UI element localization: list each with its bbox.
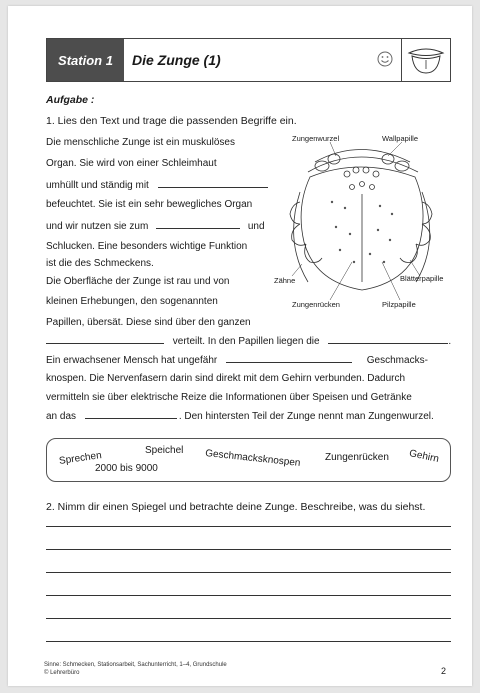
task1-instruction: 1. Lies den Text und trage die passenden Begriffe ein. [46, 115, 297, 127]
writing-line[interactable] [46, 572, 451, 573]
writing-line[interactable] [46, 549, 451, 550]
word-number-range: 2000 bis 9000 [95, 463, 158, 474]
text-line-5 [46, 219, 265, 234]
blank-1[interactable] [158, 178, 268, 188]
footer-source: Sinne: Schmecken, Stationsarbeit, Sachunterricht, 1–4, Grundschule [44, 662, 227, 668]
text-line-8: Die Oberfläche der Zunge ist rau und von [46, 276, 230, 287]
text-line-12 [46, 353, 428, 368]
word-sprechen: Sprechen [58, 450, 103, 467]
text-line-3 [46, 178, 268, 193]
label-zungenwurzel: Zungenwurzel [292, 134, 340, 143]
worksheet-page [8, 6, 472, 686]
text-line-5-end: und [247, 221, 265, 232]
text-line-1: Die menschliche Zunge ist ein muskulöses [46, 137, 235, 148]
text-line-11 [46, 334, 451, 349]
text-line-10: Papillen, übersät. Diese sind über den ganzen [46, 317, 251, 328]
footer [44, 661, 227, 677]
label-zungenruecken: Zungenrücken [292, 300, 340, 309]
text-line-5-text: und wir nutzen sie zum [46, 221, 149, 232]
text-line-4: befeuchtet. Sie ist ein sehr bewegliches Organ [46, 199, 253, 210]
blank-4[interactable] [328, 334, 448, 344]
word-speichel: Speichel [145, 445, 184, 456]
text-line-13: knospen. Die Nervenfasern darin sind direkt mit dem Gehirn verbunden. Dadurch [46, 373, 406, 384]
text-line-12-end: Geschmacks- [366, 355, 428, 366]
blank-2[interactable] [156, 219, 240, 229]
label-wallpapille: Wallpapille [382, 134, 418, 143]
worksheet-title: Die Zunge (1) [132, 52, 221, 68]
writing-line[interactable] [46, 618, 451, 619]
text-line-6: Schlucken. Eine besonders wichtige Funktion [46, 241, 248, 252]
text-line-15-text: an das [46, 411, 77, 422]
writing-line[interactable] [46, 526, 451, 527]
text-line-11-end: . [448, 336, 452, 347]
text-line-15-end: . Den hintersten Teil der Zunge nennt man Zungenwurzel. [178, 411, 434, 422]
text-line-9: kleinen Erhebungen, den sogenannten [46, 296, 218, 307]
blank-3[interactable] [46, 334, 164, 344]
task-heading: Aufgabe : [46, 94, 95, 106]
text-line-2: Organ. Sie wird von einer Schleimhaut [46, 158, 217, 169]
text-line-3-text: umhüllt und ständig mit [46, 180, 149, 191]
writing-line[interactable] [46, 641, 451, 642]
station-header [46, 38, 451, 82]
task2-instruction: 2. Nimm dir einen Spiegel und betrachte deine Zunge. Beschreibe, was du siehst. [46, 501, 426, 513]
writing-lines[interactable] [46, 526, 451, 664]
word-geschmacksknospen: Geschmacksknospen [204, 448, 301, 469]
page-number: 2 [441, 666, 447, 676]
label-zaehne: Zähne [274, 276, 296, 285]
station-label: Station 1 [47, 39, 124, 81]
footer-copyright: © Lehrerbüro [44, 670, 80, 676]
writing-line[interactable] [46, 595, 451, 596]
blank-5[interactable] [226, 353, 352, 363]
text-line-11-text: verteilt. In den Papillen liegen die [172, 336, 320, 347]
word-gehirn: Gehirn [408, 447, 440, 466]
text-line-14: vermitteln sie über elektrische Reize die Informationen über Speisen und Getränke [46, 392, 412, 403]
text-line-15 [46, 409, 434, 424]
text-line-7: ist die des Schmeckens. [46, 258, 154, 269]
word-zungenruecken: Zungenrücken [325, 452, 389, 463]
tongue-diagram [270, 132, 452, 312]
mouth-tongue-icon [406, 45, 446, 75]
tongue-drawing [270, 132, 452, 312]
text-line-12-text: Ein erwachsener Mensch hat ungefähr [46, 355, 218, 366]
label-pilzpapille: Pilzpapille [382, 300, 416, 309]
word-bank [46, 438, 451, 482]
worksheet-title-cell [124, 39, 402, 81]
label-blaetterpapille: Blätterpapille [400, 274, 444, 283]
blank-6[interactable] [85, 409, 177, 419]
smiley-icon [377, 51, 393, 67]
tongue-cell [402, 39, 450, 81]
